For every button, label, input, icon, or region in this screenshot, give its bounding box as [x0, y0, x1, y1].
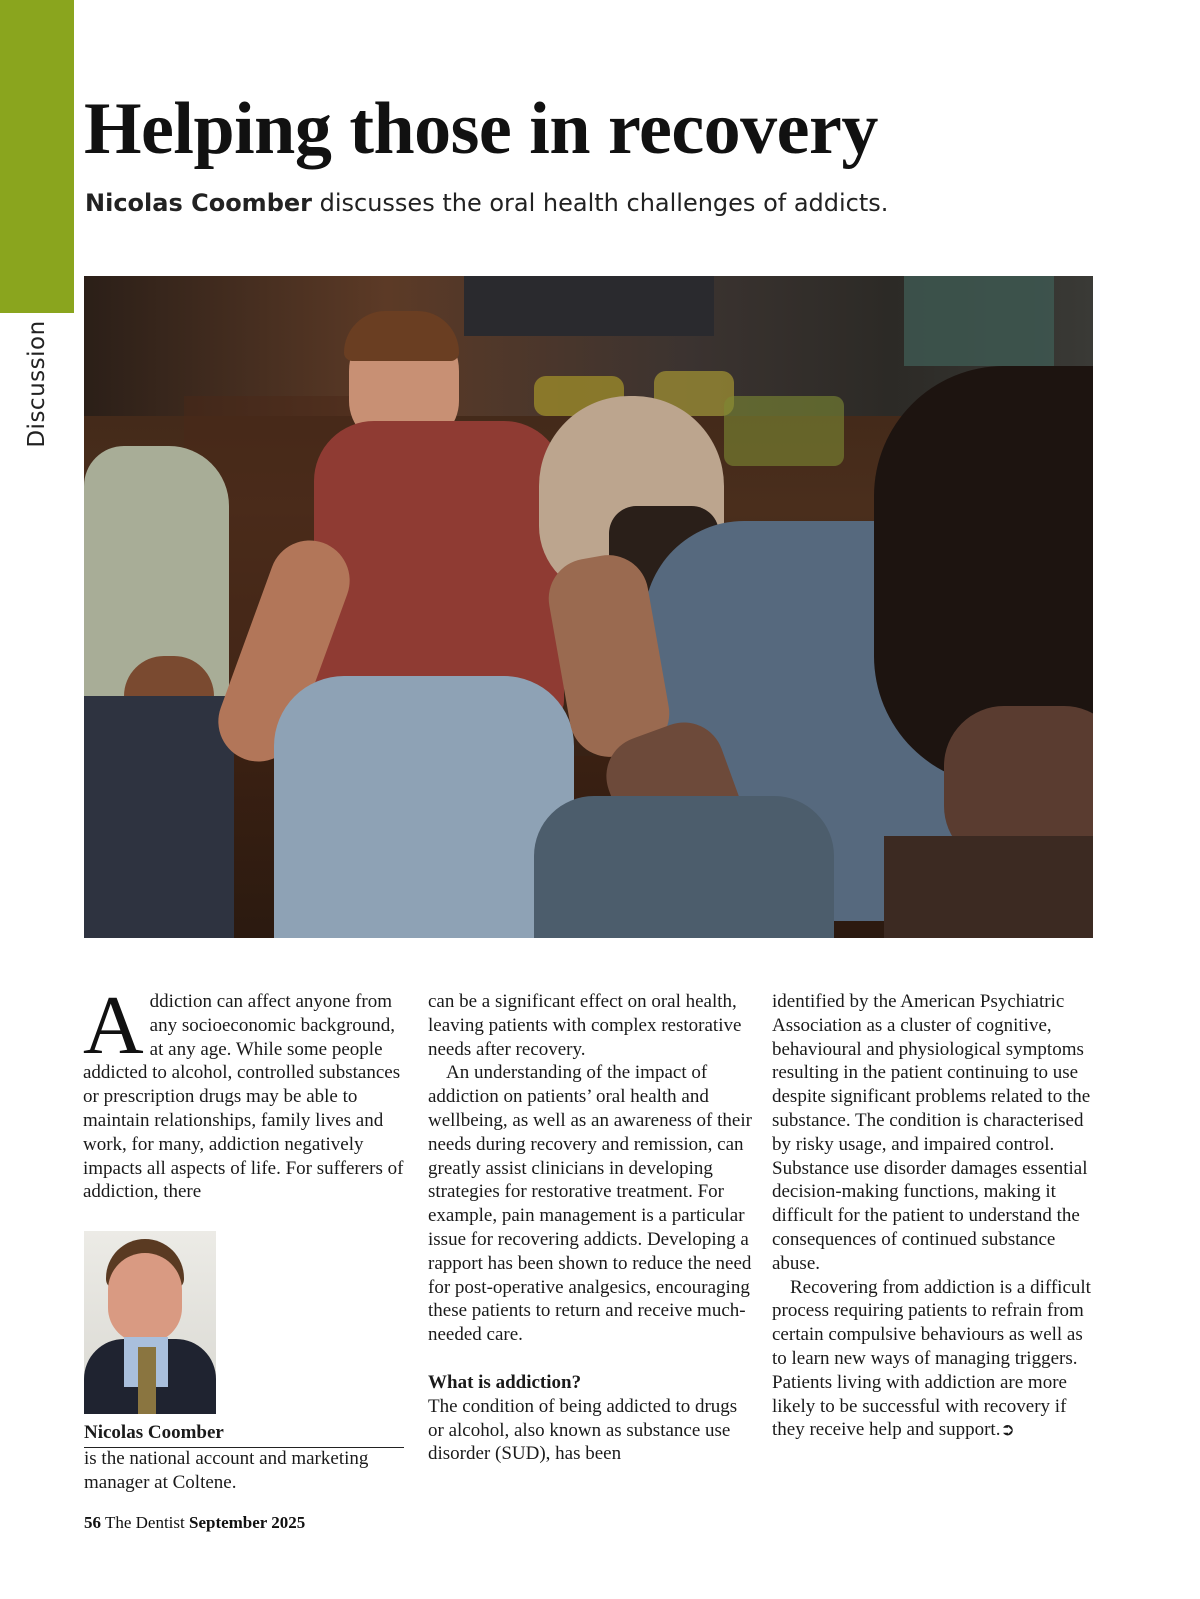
- continue-arrow-icon: ➲: [1000, 1420, 1015, 1441]
- author-photo: [84, 1231, 216, 1414]
- body-column-3: [772, 990, 1097, 1443]
- paragraph: can be a significant effect on oral health, leaving patients with complex restorative needs after recovery.: [428, 991, 742, 1060]
- section-label: Discussion: [24, 320, 50, 448]
- page-footer: [84, 1513, 305, 1533]
- paragraph: identified by the American Psychiatric Association as a cluster of cognitive, behavioural and physiological symptoms resulting in the patient continuing to use despite significant problems related to the substance. The condition is characterised by risky usage, and impaired control. Substance use disorder damages essential decision-making functions, making it difficult for the patient to understand the consequences of continued substance abuse.: [772, 991, 1091, 1274]
- standfirst-author: Nicolas Coomber: [85, 189, 312, 217]
- bio-text: is the national account and marketing manager at Coltene.: [84, 1448, 369, 1493]
- standfirst: [85, 186, 888, 220]
- drop-cap: A: [83, 979, 144, 1072]
- paragraph: [772, 1276, 1097, 1444]
- page-number: 56: [84, 1513, 101, 1532]
- paragraph: The condition of being addicted to drugs or alcohol, also known as substance use disorder (SUD), has been: [428, 1395, 738, 1465]
- intro-paragraph: [83, 979, 408, 1204]
- article-title: Helping those in recovery: [84, 88, 878, 170]
- intro-text: ddiction can affect anyone from any socioeconomic background, at any age. While some people addicted to alcohol, controlled substances or prescription drugs may be able to maintain relationships, family lives and work, for many, addiction negatively impacts all aspects of life. For sufferers of addiction, there: [83, 991, 404, 1203]
- paragraph: An understanding of the impact of addiction on patients’ oral health and wellbeing, as well as an awareness of their needs during recovery and remission, can greatly assist clinicians in developing strategies for restorative treatment. For example, pain management is a particular issue for recovering addicts. Developing a rapport has been shown to reduce the need for post-operative analgesics, encouraging these patients to return and receive much-needed care.: [428, 1062, 752, 1346]
- standfirst-text: discusses the oral health challenges of addicts.: [311, 189, 889, 217]
- section-color-bar: [0, 0, 74, 313]
- body-column-2: [428, 990, 753, 1466]
- paragraph-text: Recovering from addiction is a difficult process requiring patients to refrain from certain compulsive behaviours as well as to learn new ways of managing triggers. Patients living with addiction are more likely to be successful with recovery if they receive help and support.: [772, 1276, 1091, 1441]
- hero-photo: [84, 276, 1093, 938]
- bio-name: Nicolas Coomber: [84, 1421, 404, 1448]
- subheading: What is addiction?: [428, 1371, 582, 1393]
- body-column-1: [83, 979, 408, 1204]
- issue-date: September 2025: [188, 1513, 306, 1532]
- publication-name: The Dentist: [101, 1513, 189, 1532]
